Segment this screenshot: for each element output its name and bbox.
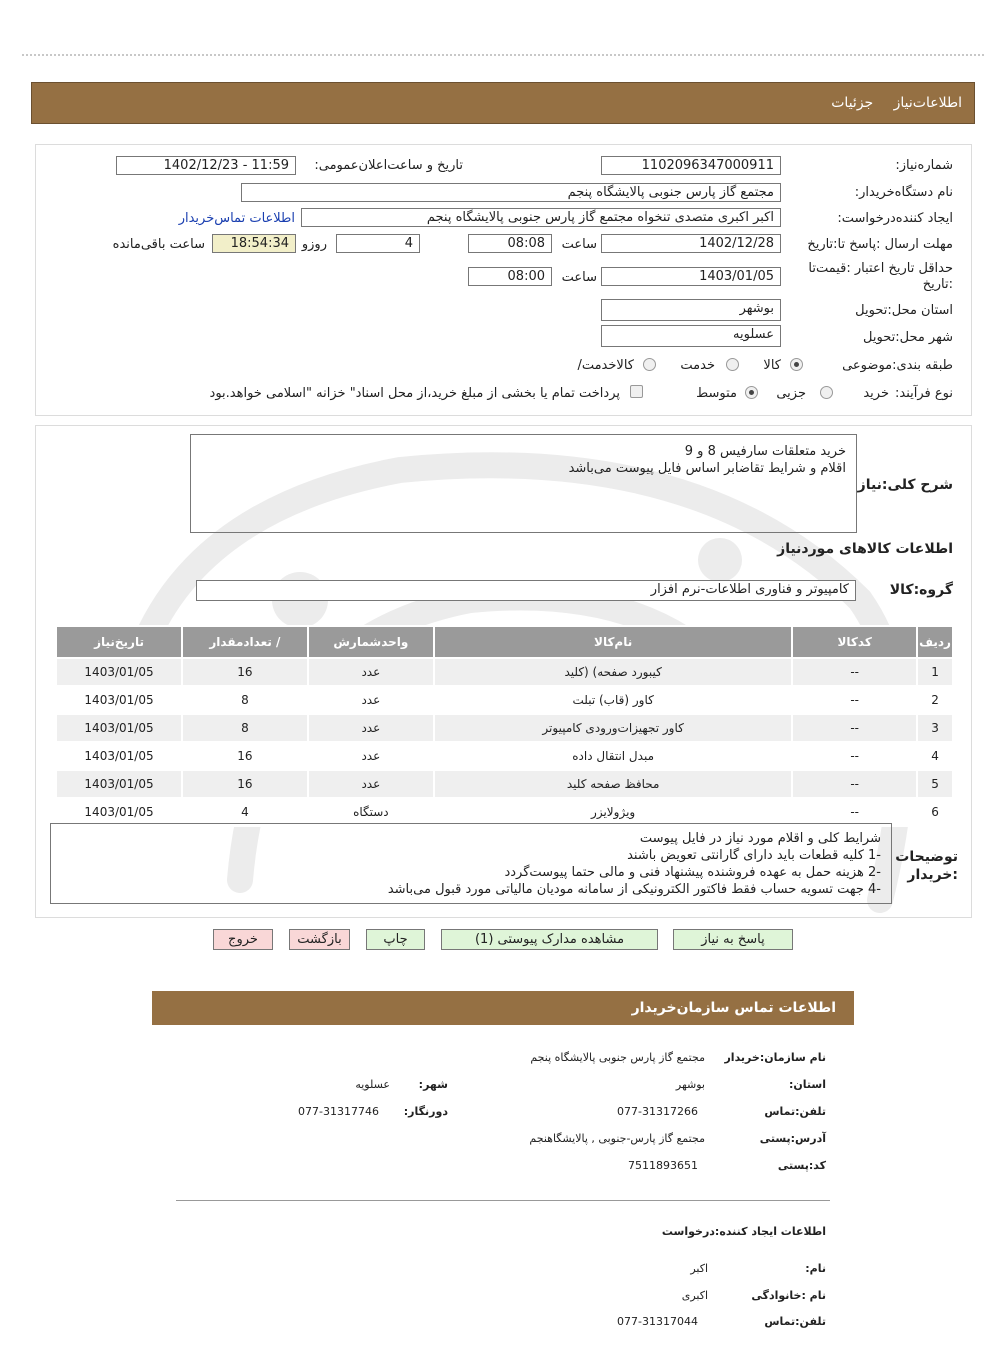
contact-province: بوشهر	[675, 1078, 705, 1091]
remaining-time-field: 18:54:34	[212, 234, 296, 253]
page-header	[31, 82, 975, 124]
cell-code: --	[792, 714, 917, 742]
deadline-time-label: ساعت	[561, 237, 597, 252]
cell-qty: 16	[182, 742, 308, 770]
deadline-date-field: 1402/12/28	[601, 234, 781, 253]
cell-idx: 6	[917, 798, 953, 826]
category-goods-radio[interactable]	[790, 358, 803, 371]
deadline-time-field: 08:08	[468, 234, 552, 253]
process-minor-label: جزیی	[776, 386, 806, 401]
cell-qty: 16	[182, 770, 308, 798]
buyer-note-line: -2 هزینه حمل به عهده فروشنده پیشنهاد فنی و مالی حتما پیوست‌گردد	[504, 865, 881, 880]
back-button[interactable]: بازگشت	[289, 929, 350, 950]
category-label: طبقه بندی:موضوعی	[842, 358, 953, 373]
category-goods-label: کالا	[763, 358, 781, 373]
cell-qty: 16	[182, 658, 308, 686]
category-service-label: خدمت	[680, 358, 715, 373]
creator-name-label: نام:	[805, 1262, 826, 1275]
validity-time-field: 08:00	[468, 267, 552, 286]
contact-phone: 077-31317266	[617, 1105, 698, 1118]
reply-button[interactable]: پاسخ به نیاز	[673, 929, 793, 950]
cell-unit: عدد	[308, 714, 434, 742]
city-label: شهر محل:تحویل	[863, 330, 953, 345]
process-minor-radio[interactable]	[820, 386, 833, 399]
table-row	[56, 686, 953, 714]
cell-unit: عدد	[308, 686, 434, 714]
creator-family: اکبری	[681, 1289, 708, 1302]
process-medium-label: متوسط	[696, 386, 737, 401]
cell-code: --	[792, 770, 917, 798]
days-field: 4	[336, 234, 420, 253]
description-label: شرح کلی:نیاز	[857, 477, 953, 493]
cell-idx: 2	[917, 686, 953, 714]
creator-field: اکبر اکبری متصدی تنخواه مجتمع گاز پارس جنوبی پالایشگاه پنجم	[301, 208, 781, 227]
contact-phone-label: تلفن:تماس	[764, 1105, 826, 1118]
treasury-payment-checkbox[interactable]	[630, 385, 643, 398]
cell-name: کاور تجهیزات‌ورودی کامپیوتر	[434, 714, 792, 742]
announce-label: تاریخ و ساعت‌اعلان‌عمومی:	[314, 158, 463, 173]
cell-date: 1403/01/05	[56, 770, 182, 798]
exit-button[interactable]: خروج	[213, 929, 273, 950]
cell-unit: عدد	[308, 770, 434, 798]
cell-unit: دستگاه	[308, 798, 434, 826]
goods-group-field: کامپیوتر و فناوری اطلاعات-نرم افزار	[196, 580, 856, 601]
buyer-notes-label: توضیحات :خریدار	[895, 849, 958, 883]
cell-unit: عدد	[308, 742, 434, 770]
top-divider	[22, 54, 984, 56]
contact-org: مجتمع گاز پارس جنوبی پالایشگاه پنجم	[530, 1051, 705, 1064]
col-date: تاریخ‌نیاز	[56, 626, 182, 658]
goods-section-title: اطلاعات کالاهای مورد‌نیاز	[777, 541, 953, 557]
cell-date: 1403/01/05	[56, 686, 182, 714]
buyer-org-label: نام دستگاه‌خریدار:	[854, 185, 953, 200]
province-field: بوشهر	[601, 299, 781, 321]
cell-name: مبدل انتقال داده	[434, 742, 792, 770]
buyer-note-line: شرایط کلی و اقلام مورد نیاز در فایل پیوست	[639, 831, 881, 846]
validity-time-label: ساعت	[561, 270, 597, 285]
cell-date: 1403/01/05	[56, 714, 182, 742]
cell-qty: 4	[182, 798, 308, 826]
creator-name: اکبر	[690, 1262, 708, 1275]
contact-postal: 7511893651	[628, 1159, 698, 1172]
cell-code: --	[792, 658, 917, 686]
contact-divider	[176, 1200, 830, 1201]
table-row	[56, 742, 953, 770]
city-field: عسلویه	[601, 325, 781, 347]
category-both-label: کالاخدمت/	[577, 358, 634, 373]
contact-postal-label: کد:پستی	[777, 1159, 826, 1172]
remaining-time-label: ساعت باقی‌مانده	[112, 237, 205, 252]
buyer-contact-link[interactable]: اطلاعات تماس‌خریدار	[178, 211, 295, 226]
cell-idx: 1	[917, 658, 953, 686]
tab-need-info[interactable]: اطلاعات‌نیاز	[893, 95, 962, 111]
col-name: نام‌کالا	[434, 626, 792, 658]
cell-date: 1403/01/05	[56, 658, 182, 686]
need-number-field: 1102096347000911	[601, 156, 781, 175]
print-button[interactable]: چاپ	[366, 929, 425, 950]
cell-idx: 5	[917, 770, 953, 798]
creator-label: ایجاد کننده‌درخواست:	[837, 211, 953, 226]
cell-qty: 8	[182, 686, 308, 714]
process-buy-label: خرید	[863, 386, 889, 401]
contact-fax-label: دورنگار:	[403, 1105, 448, 1118]
cell-code: --	[792, 798, 917, 826]
validity-label: حداقل تاریخ اعتبار :قیمت‌تا :تاریخ	[808, 261, 953, 292]
creator-info-title: اطلاعات ایجاد کننده:درخواست	[661, 1225, 826, 1238]
contact-header	[152, 991, 854, 1025]
province-label: استان محل:تحویل	[855, 303, 953, 318]
contact-city: عسلویه	[355, 1078, 390, 1091]
description-box	[190, 434, 857, 533]
table-row	[56, 714, 953, 742]
contact-city-label: شهر:	[418, 1078, 448, 1091]
contact-address-label: آدرس:پستی	[759, 1132, 826, 1145]
cell-date: 1403/01/05	[56, 798, 182, 826]
col-unit: واحدشمارش	[308, 626, 434, 658]
creator-family-label: نام :خانوادگی	[751, 1289, 826, 1302]
table-row	[56, 770, 953, 798]
table-row	[56, 798, 953, 826]
tab-details[interactable]: جزئیات	[831, 95, 874, 111]
cell-name: کاور (قاب) تبلت	[434, 686, 792, 714]
col-code: کدکالا	[792, 626, 917, 658]
buyer-note-line: -4 جهت تسویه حساب فقط فاکتور الکترونیکی از سامانه مودیان مالیاتی مورد قبول می‌باشد	[387, 882, 881, 897]
description-line-2: اقلام و شرایط تقاضابر اساس فایل پیوست می‌باشد	[568, 461, 846, 476]
contact-org-label: نام سازمان:خریدار	[724, 1051, 826, 1064]
process-label: نوع فرآیند:	[895, 386, 953, 401]
treasury-payment-note: پرداخت تمام یا بخشی از مبلغ خرید،از محل اسناد" خزانه "اسلامی خواهد.بود	[209, 386, 620, 401]
cell-name: کیبورد صفحه) (کلید	[434, 658, 792, 686]
days-label: روزو	[301, 237, 327, 252]
description-line-1: خرید متعلقات سارفیس 8 و 9	[684, 444, 846, 459]
cell-name: محافظ صفحه کلید	[434, 770, 792, 798]
category-both-radio[interactable]	[643, 358, 656, 371]
need-number-label: شماره‌نیاز:	[895, 158, 953, 173]
process-medium-radio[interactable]	[745, 386, 758, 399]
cell-code: --	[792, 686, 917, 714]
table-row	[56, 658, 953, 686]
cell-qty: 8	[182, 714, 308, 742]
cell-name: ویژولایزر	[434, 798, 792, 826]
creator-phone-label: تلفن:تماس	[764, 1315, 826, 1328]
category-service-radio[interactable]	[726, 358, 739, 371]
contact-fax: 077-31317746	[298, 1105, 379, 1118]
announce-field: 1402/12/23 - 11:59	[116, 156, 296, 175]
cell-date: 1403/01/05	[56, 742, 182, 770]
cell-idx: 4	[917, 742, 953, 770]
deadline-label: مهلت ارسال :پاسخ تا:تاریخ	[807, 237, 953, 252]
buyer-note-line: -1 کلیه قطعات باید دارای گارانتی تعویض باشند	[627, 848, 881, 863]
validity-date-field: 1403/01/05	[601, 267, 781, 286]
cell-idx: 3	[917, 714, 953, 742]
contact-province-label: استان:	[789, 1078, 826, 1091]
goods-table-header	[56, 626, 953, 658]
col-qty: / تعدادمقدار	[182, 626, 308, 658]
view-documents-button[interactable]: مشاهده مدارک پیوستی (1)	[441, 929, 658, 950]
contact-title: اطلاعات تماس سازمان‌خریدار	[631, 1000, 836, 1016]
buyer-notes-box	[50, 823, 892, 904]
col-row: ردیف	[917, 626, 953, 658]
goods-table	[55, 625, 954, 827]
cell-code: --	[792, 742, 917, 770]
creator-phone: 077-31317044	[617, 1315, 698, 1328]
contact-address: مجتمع گاز پارس-جنوبی , پالایشگاهنجم	[529, 1132, 705, 1145]
cell-unit: عدد	[308, 658, 434, 686]
goods-group-label: گروه:کالا	[889, 582, 953, 598]
buyer-org-field: مجتمع گاز پارس جنوبی پالایشگاه پنجم	[241, 183, 781, 202]
